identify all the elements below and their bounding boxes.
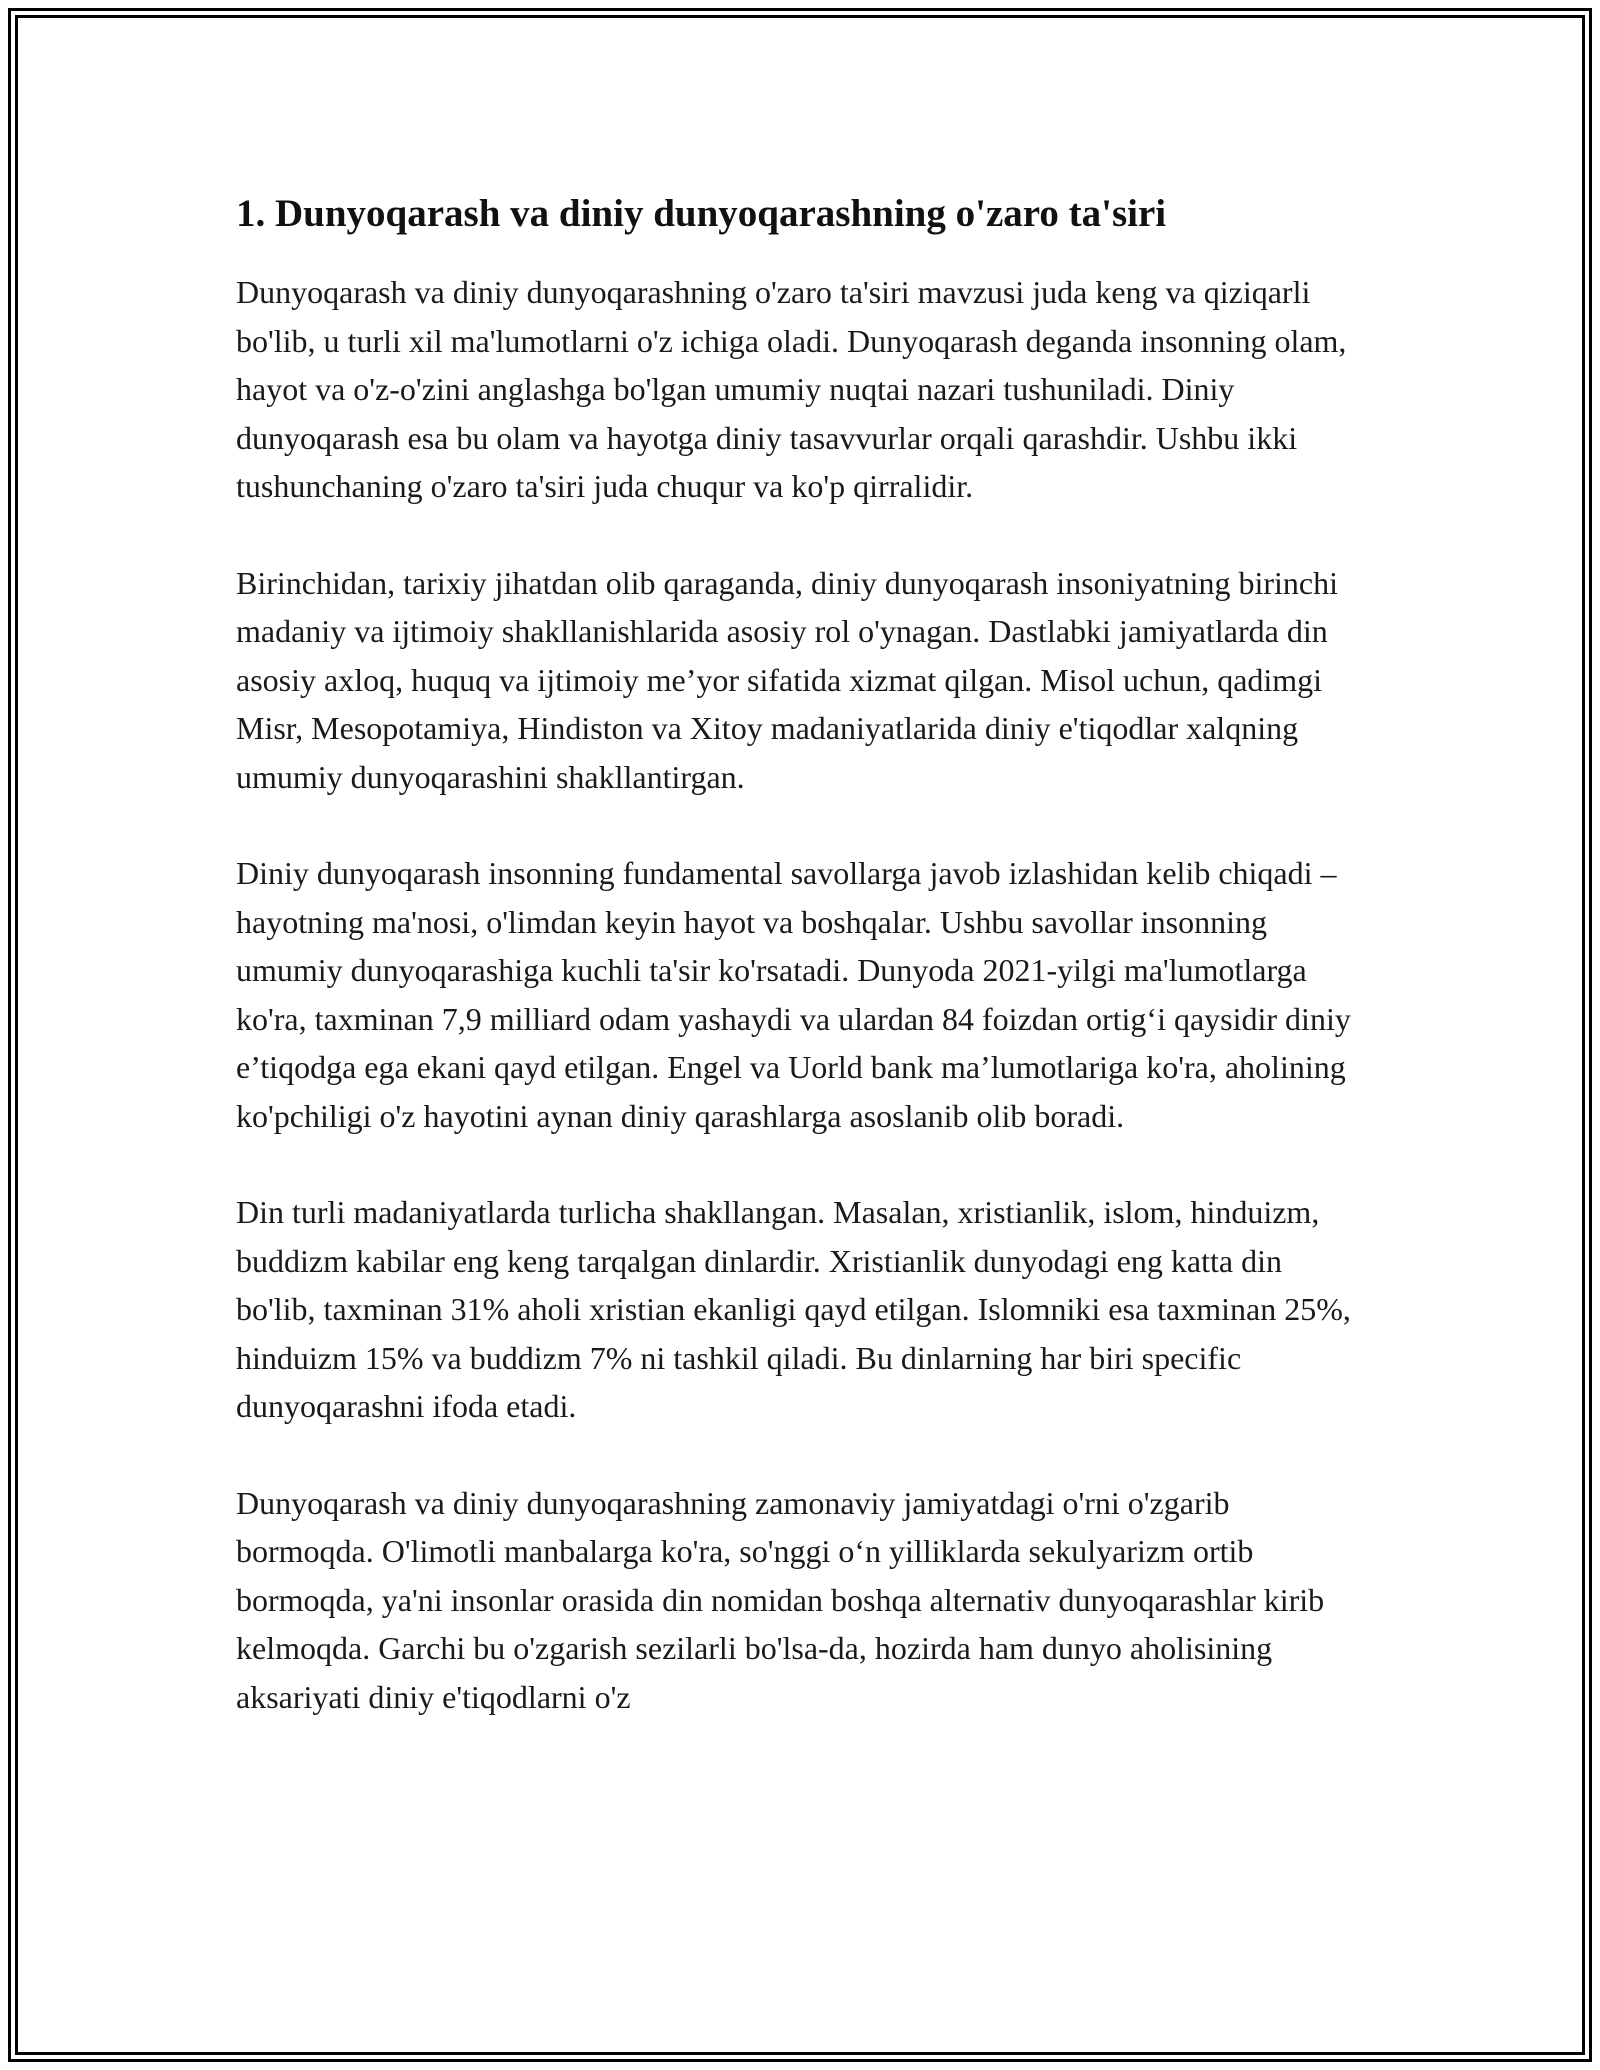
paragraph-5: Dunyoqarash va diniy dunyoqarashning zamonaviy jamiyatdagi o'rni o'zgarib bormoqda. O'limotli manbalarga ko'ra, so'nggi o‘n yilliklarda sekulyarizm ortib bormoqda, ya'ni insonlar orasida din nomidan boshqa alternativ dunyoqarashlar kirib kelmoqda. Garchi bu o'zgarish sezilarli bo'lsa-da, hozirda ham dunyo aholisining aksariyati diniy e'tiqodlarni o'z	[236, 1484, 1325, 1715]
paragraph-1: Dunyoqarash va diniy dunyoqarashning o'zaro ta'siri mavzusi juda keng va qiziqarli bo'lib, u turli xil ma'lumotlarni o'z ichiga oladi. Dunyoqarash deganda insonning olam, hayot va o'z-o'zini anglashga bo'lgan umumiy nuqtai nazari tushuniladi. Diniy dunyoqarash esa bu olam va hayotga diniy tasavvurlar orqali qarashdir. Ushbu ikki tushunchaning o'zaro ta'siri juda chuqur va ko'p qirralidir.	[236, 274, 1347, 504]
paragraph-2: Birinchidan, tarixiy jihatdan olib qaraganda, diniy dunyoqarash insoniyatning birinchi madaniy va ijtimoiy shakllanishlarida asosiy rol o'ynagan. Dastlabki jamiyatlarda din asosiy axloq, huquq va ijtimoiy me’yor sifatida xizmat qilgan. Misol uchun, qadimgi Misr, Mesopotamiya, Hindiston va Xitoy madaniyatlarida diniy e'tiqodlar xalqning umumiy dunyoqarashini shakllantirgan.	[236, 564, 1338, 795]
paragraph-4: Din turli madaniyatlarda turlicha shakllangan. Masalan, xristianlik, islom, hinduizm, buddizm kabilar eng keng tarqalgan dinlardir. Xristianlik dunyodagi eng katta din bo'lib, taxminan 31% aholi xristian ekanligi qayd etilgan. Islomniki esa taxminan 25%, hinduizm 15% va buddizm 7% ni tashkil qiladi. Bu dinlarning har biri specific dunyoqarashni ifoda etadi.	[236, 1194, 1351, 1424]
section-heading: 1. Dunyoqarash va diniy dunyoqarashning o'zaro ta'siri	[236, 192, 1167, 235]
document-page	[236, 186, 1366, 1769]
paragraph-3: Diniy dunyoqarash insonning fundamental savollarga javob izlashidan kelib chiqadi – hayotning ma'nosi, o'limdan keyin hayot va boshqalar. Ushbu savollar insonning umumiy dunyoqarashiga kuchli ta'sir ko'rsatadi. Dunyoda 2021-yilgi ma'lumotlarga ko'ra, taxminan 7,9 milliard odam yashaydi va ulardan 84 foizdan ortig‘i qaysidir diniy e’tiqodga ega ekani qayd etilgan. Engel va Uorld bank ma’lumotlariga ko'ra, aholining ko'pchiligi o'z hayotini aynan diniy qarashlarga asoslanib olib boradi.	[236, 855, 1351, 1134]
